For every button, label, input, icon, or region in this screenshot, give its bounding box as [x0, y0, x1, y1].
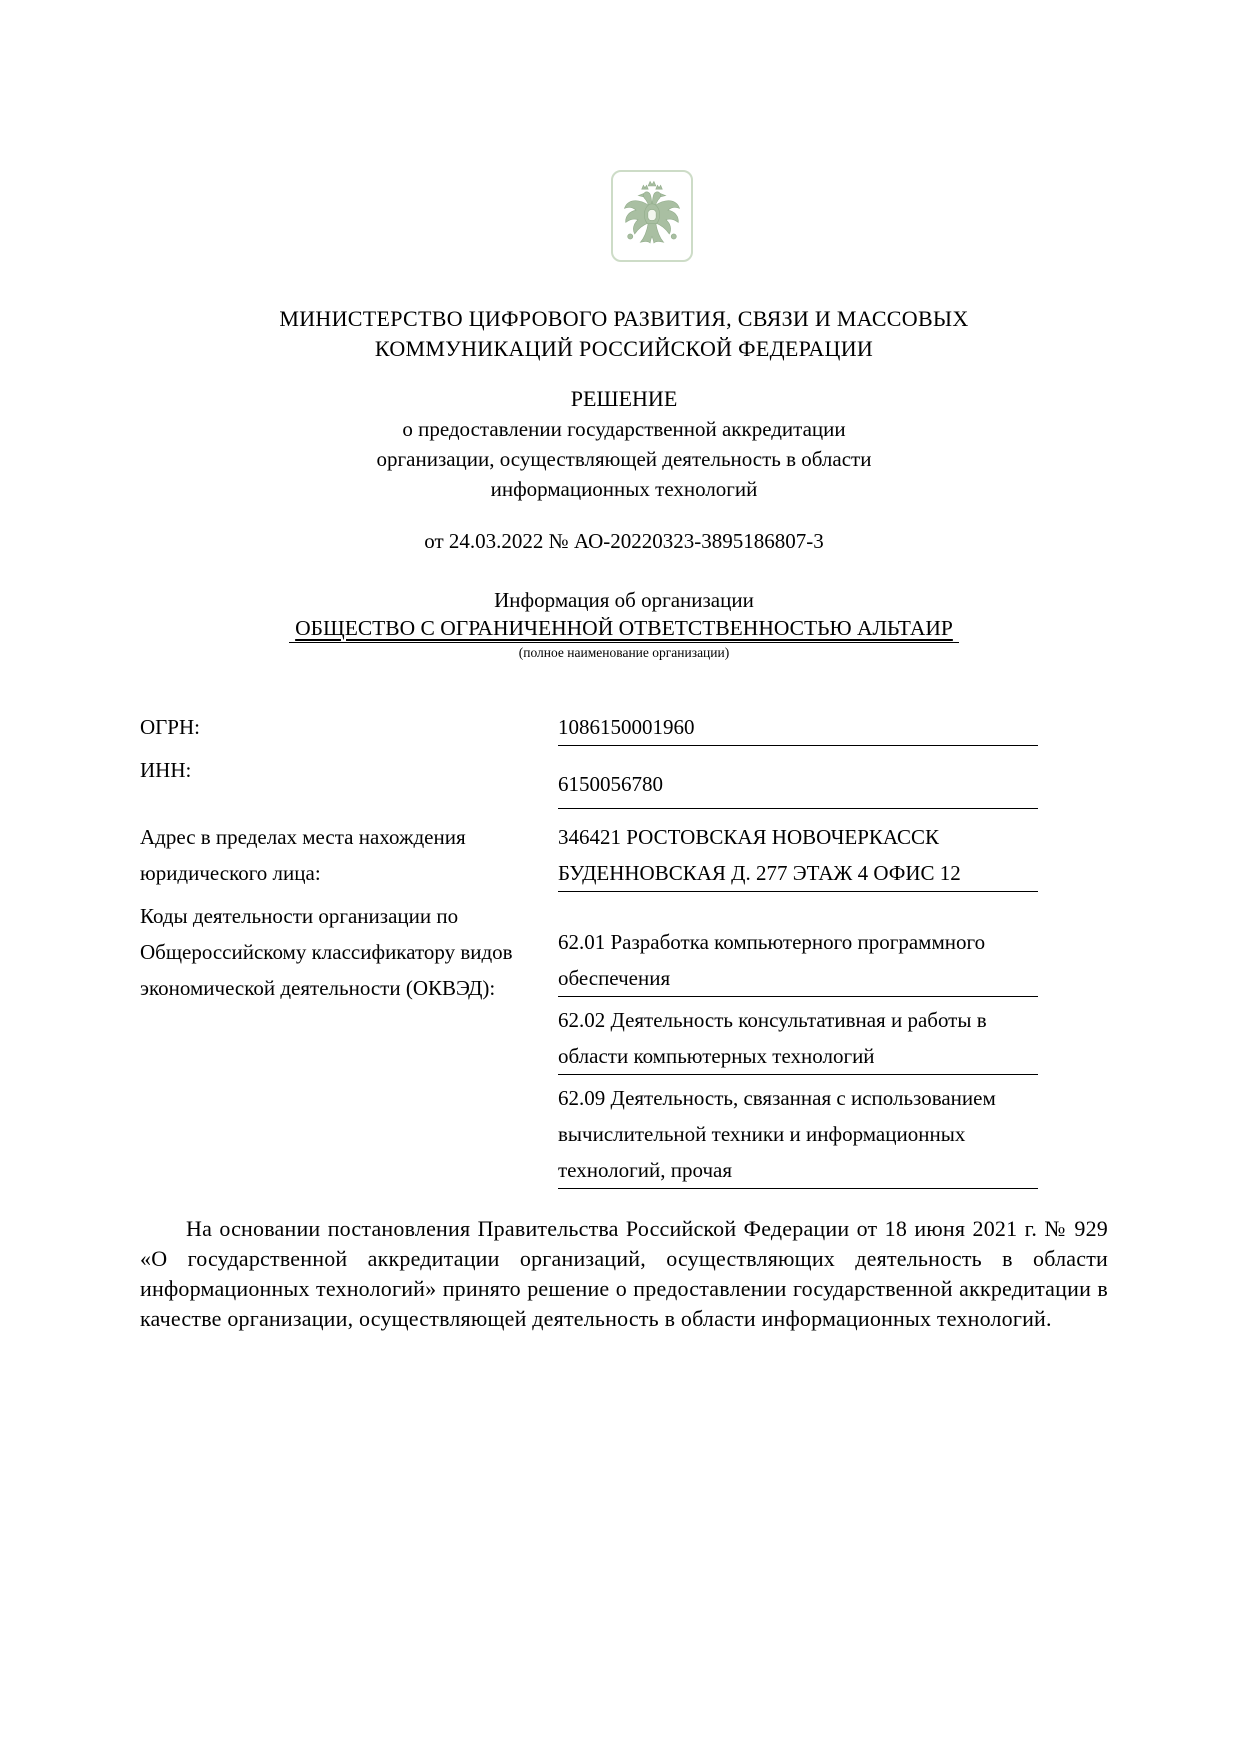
- document-date-number: от 24.03.2022 № АО-20220323-3895186807-3: [424, 529, 824, 553]
- address-value-field: [558, 819, 1038, 892]
- okved-item-6202: [558, 1002, 1038, 1075]
- field-row-inn: [140, 752, 1108, 809]
- org-name: [140, 615, 1108, 643]
- emblem-box: [611, 170, 693, 262]
- address-value-line1: 346421 РОСТОВСКАЯ НОВОЧЕРКАССК: [558, 825, 940, 849]
- address-label-line1: Адрес в пределах места нахождения: [140, 825, 466, 849]
- okved-label: [140, 898, 558, 1006]
- okved-item-6201: [558, 924, 1038, 997]
- okved-label-line3: экономической деятельности (ОКВЭД):: [140, 976, 496, 1000]
- decision-subtitle-line2: организации, осуществляющей деятельность в области: [376, 447, 872, 471]
- decision-body-paragraph: На основании постановления Правительства Российской Федерации от 18 июня 2021 г. № 929 «О государственной аккредитации организаций, осуществляющих деятельность в области информационных технологий» принято решение о предоставлении государственной аккредитации в качестве организации, осуществляющей деятельность в области информационных технологий.: [140, 1216, 1108, 1331]
- address-label-line2: юридического лица:: [140, 861, 321, 885]
- decision-subtitle-line1: о предоставлении государственной аккредитации: [402, 417, 846, 441]
- inn-value: 6150056780: [558, 766, 1038, 809]
- okved-label-line2: Общероссийскому классификатору видов: [140, 940, 513, 964]
- org-details-form: [140, 709, 1108, 1194]
- inn-label: ИНН:: [140, 758, 192, 782]
- org-name-caption: (полное наименование организации): [518, 645, 730, 660]
- ogrn-label: ОГРН:: [140, 715, 200, 739]
- okved-6202-line1: 62.02 Деятельность консультативная и работы в: [558, 1008, 987, 1032]
- ogrn-value-field: [558, 709, 1038, 746]
- okved-6209-line1: 62.09 Деятельность, связанная с использованием: [558, 1086, 996, 1110]
- decision-subtitle-line3: информационных технологий: [490, 477, 758, 501]
- org-info-title: Информация об организации: [494, 588, 754, 612]
- address-label: [140, 819, 558, 891]
- field-row-ogrn: [140, 709, 1108, 746]
- org-name-text: ОБЩЕСТВО С ОГРАНИЧЕННОЙ ОТВЕТСТВЕННОСТЬЮ АЛЬТАИР: [289, 615, 959, 643]
- org-info-section: [140, 588, 1108, 661]
- ministry-heading: [140, 304, 1108, 364]
- okved-6201-line1: 62.01 Разработка компьютерного программного: [558, 930, 986, 954]
- field-row-okved: [140, 898, 1108, 1194]
- decision-title: РЕШЕНИЕ: [570, 386, 678, 411]
- ministry-heading-line1: МИНИСТЕРСТВО ЦИФРОВОГО РАЗВИТИЯ, СВЯЗИ И МАССОВЫХ: [279, 306, 969, 331]
- decision-subtitle: [140, 414, 1108, 504]
- emblem-row: [140, 170, 1108, 262]
- address-value-line2: БУДЕННОВСКАЯ Д. 277 ЭТАЖ 4 ОФИС 12: [558, 855, 1038, 892]
- russian-coat-of-arms-icon: [620, 180, 684, 252]
- okved-6209-line3: технологий, прочая: [558, 1152, 1038, 1189]
- okved-label-line1: Коды деятельности организации по: [140, 904, 459, 928]
- okved-6201-line2: обеспечения: [558, 960, 1038, 997]
- okved-item-6209: [558, 1080, 1038, 1189]
- inn-value-field: [558, 752, 1038, 809]
- ogrn-value: 1086150001960: [558, 709, 1038, 746]
- ministry-heading-line2: КОММУНИКАЦИЙ РОССИЙСКОЙ ФЕДЕРАЦИИ: [374, 336, 874, 361]
- okved-6209-line2: вычислительной техники и информационных: [558, 1122, 966, 1146]
- okved-value-field: [558, 898, 1038, 1194]
- field-row-address: [140, 819, 1108, 892]
- okved-6202-line2: области компьютерных технологий: [558, 1038, 1038, 1075]
